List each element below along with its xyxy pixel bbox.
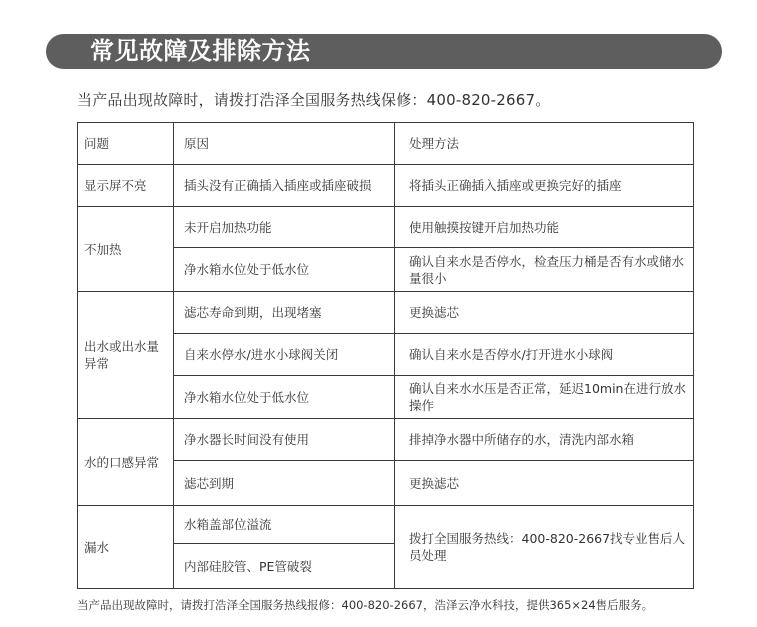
solution-cell: 拨打全国服务热线：400-820-2667找专业售后人员处理 (395, 506, 694, 589)
cause-cell: 净水箱水位处于低水位 (174, 376, 395, 419)
problem-cell: 漏水 (78, 506, 174, 589)
solution-cell: 排掉净水器中所储存的水，清洗内部水箱 (395, 419, 694, 461)
cause-cell: 滤芯到期 (174, 461, 395, 506)
column-header-solution: 处理方法 (395, 123, 694, 165)
problem-cell: 水的口感异常 (78, 419, 174, 506)
cause-cell: 自来水停水/进水小球阀关闭 (174, 334, 395, 376)
cause-cell: 滤芯寿命到期，出现堵塞 (174, 292, 395, 334)
table-row (78, 419, 694, 461)
column-header-problem: 问题 (78, 123, 174, 165)
cause-cell: 插头没有正确插入插座或插座破损 (174, 165, 395, 207)
table-header-row (78, 123, 694, 165)
cause-cell: 水箱盖部位溢流 (174, 506, 395, 544)
table-row (78, 292, 694, 334)
column-header-cause: 原因 (174, 123, 395, 165)
troubleshooting-table (77, 122, 694, 589)
cause-cell: 净水器长时间没有使用 (174, 419, 395, 461)
solution-cell: 使用触摸按键开启加热功能 (395, 207, 694, 248)
problem-cell: 出水或出水量异常 (78, 292, 174, 419)
cause-cell: 未开启加热功能 (174, 207, 395, 248)
section-title: 常见故障及排除方法 (90, 37, 311, 65)
solution-cell: 更换滤芯 (395, 461, 694, 506)
solution-cell: 将插头正确插入插座或更换完好的插座 (395, 165, 694, 207)
section-header-bar (46, 34, 722, 69)
table-row (78, 506, 694, 544)
solution-cell: 确认自来水是否停水/打开进水小球阀 (395, 334, 694, 376)
problem-cell: 显示屏不亮 (78, 165, 174, 207)
cause-cell: 内部硅胶管、PE管破裂 (174, 544, 395, 589)
solution-cell: 更换滤芯 (395, 292, 694, 334)
solution-cell: 确认自来水是否停水，检查压力桶是否有水或储水量很小 (395, 248, 694, 292)
table-row (78, 165, 694, 207)
footer-note: 当产品出现故障时，请拨打浩泽全国服务热线报修：400-820-2667，浩泽云净水科技，提供365×24售后服务。 (77, 598, 654, 612)
problem-cell: 不加热 (78, 207, 174, 292)
service-hotline-notice: 当产品出现故障时，请拨打浩泽全国服务热线保修：400-820-2667。 (77, 91, 551, 109)
table-row (78, 207, 694, 248)
solution-cell: 确认自来水水压是否正常，延迟10min在进行放水操作 (395, 376, 694, 419)
cause-cell: 净水箱水位处于低水位 (174, 248, 395, 292)
